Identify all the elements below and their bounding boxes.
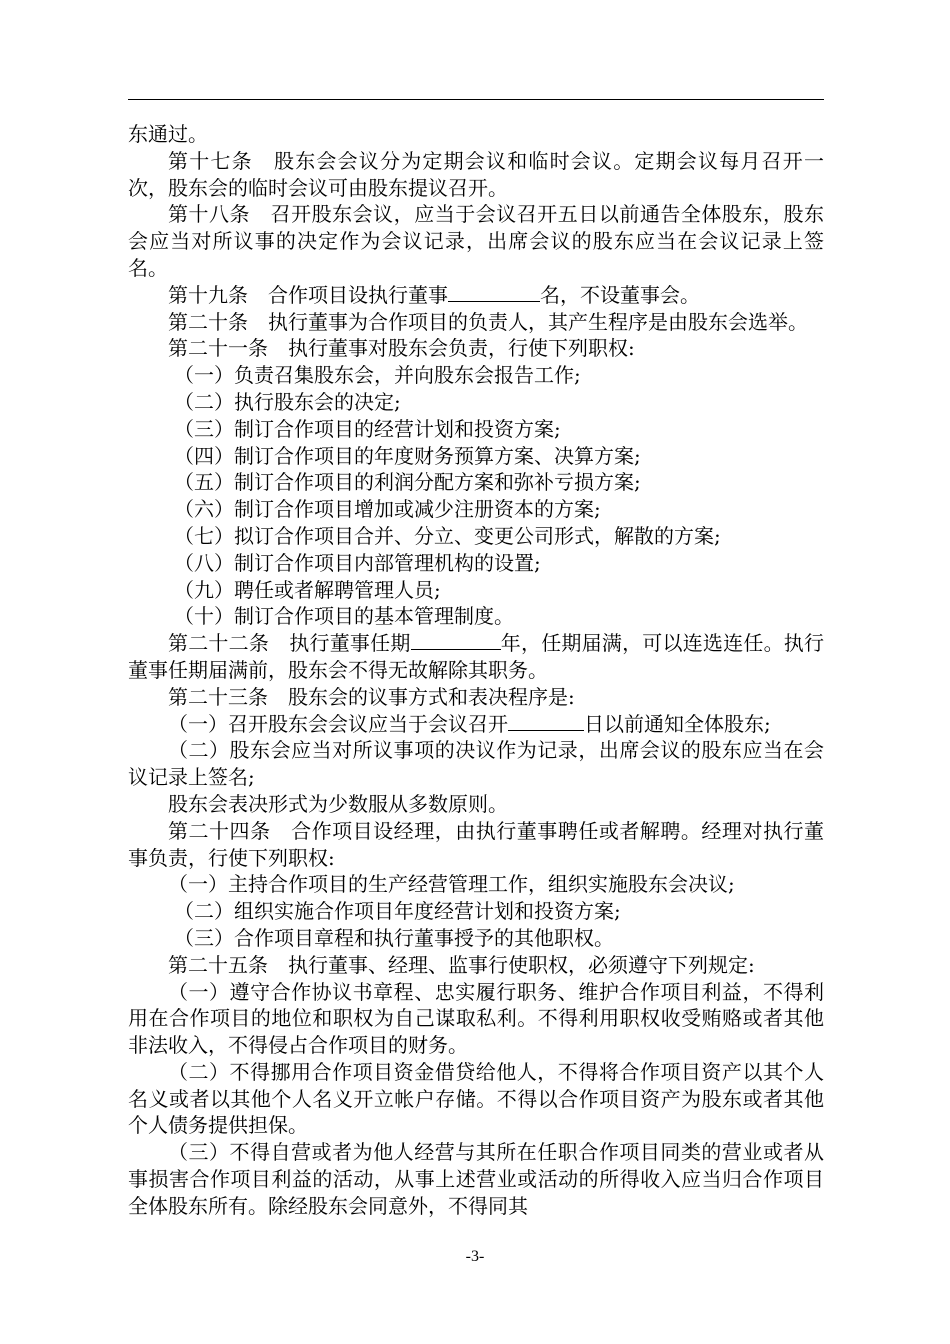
fill-blank-notice-days [508,712,584,731]
article-25: 第二十五条 执行董事、经理、监事行使职权，必须遵守下列规定: [168,952,755,977]
article-23-item-2: （二）股东会应当对所议事项的决议作为记录，出席会议的股东应当在会议记录上签名; [128,738,824,790]
article-22 [128,630,824,684]
article-24-item-1: （一）主持合作项目的生产经营管理工作，组织实施股东会决议; [168,872,735,897]
article-21: 第二十一条 执行董事对股东会负责，行使下列职权: [168,336,635,361]
page-number: -3- [465,1248,485,1265]
article-24-item-3: （三）合作项目章程和执行董事授予的其他职权。 [174,925,614,950]
article-23-item-1 [128,711,824,738]
article-21-item-9: （九）聘任或者解聘管理人员; [174,577,441,602]
article-21-item-8: （八）制订合作项目内部管理机构的设置; [174,550,541,575]
fill-blank-director-count [448,283,540,302]
article-23-item-1-after: 日以前通知全体股东; [584,711,771,736]
fill-blank-term-years [411,631,501,650]
article-21-item-6: （六）制订合作项目增加或减少注册资本的方案; [174,497,601,522]
article-23: 第二十三条 股东会的议事方式和表决程序是: [168,684,575,709]
article-25-item-2: （二）不得挪用合作项目资金借贷给他人，不得将合作项目资产以其个人名义或者以其他个人名义开立帐户存储。不得以合作项目资产为股东或者其他个人债务提供担保。 [128,1059,824,1138]
article-21-item-3: （三）制订合作项目的经营计划和投资方案; [174,416,561,441]
article-21-item-1: （一）负责召集股东会，并向股东会报告工作; [174,363,581,388]
article-19-text-before: 第十九条 合作项目设执行董事 [168,282,448,307]
article-20: 第二十条 执行董事为合作项目的负责人，其产生程序是由股东会选举。 [168,309,808,334]
article-21-item-4: （四）制订合作项目的年度财务预算方案、决算方案; [174,443,641,468]
article-17: 第十七条 股东会会议分为定期会议和临时会议。定期会议每月召开一次，股东会的临时会议可由股东提议召开。 [128,148,824,200]
article-23-item-1-before: （一）召开股东会会议应当于会议召开 [168,711,508,736]
article-18: 第十八条 召开股东会议，应当于会议召开五日以前通告全体股东，股东会应当对所议事的决定作为会议记录，出席会议的股东应当在会议记录上签名。 [128,202,824,280]
article-24-item-2: （二）组织实施合作项目年度经营计划和投资方案; [174,899,621,924]
header-rule [128,99,824,100]
article-25-item-1: （一）遵守合作协议书章程、忠实履行职务、维护合作项目利益，不得利用在合作项目的地位和职权为自己谋取私利。不得利用职权收受贿赂或者其他非法收入，不得侵占合作项目的财务。 [128,979,824,1058]
document-body [128,121,824,1220]
article-21-item-2: （二）执行股东会的决定; [174,389,401,414]
paragraph-continuation: 东通过。 [128,122,208,146]
article-21-item-5: （五）制订合作项目的利润分配方案和弥补亏损方案; [174,470,641,495]
voting-rule: 股东会表决形式为少数服从多数原则。 [168,791,508,816]
article-22-text-before: 第二十二条 执行董事任期 [168,631,411,656]
article-21-item-7: （七）拟订合作项目合并、分立、变更公司形式，解散的方案; [174,523,721,548]
article-25-item-3: （三）不得自营或者为他人经营与其所在任职合作项目同类的营业或者从事损害合作项目利益的活动，从事上述营业或活动的所得收入应当归合作项目全体股东所有。除经股东会同意外，不得同其 [128,1140,824,1218]
article-24: 第二十四条 合作项目设经理，由执行董事聘任或者解聘。经理对执行董事负责，行使下列职权: [128,818,824,870]
article-19-text-after: 名，不设董事会。 [540,282,700,307]
article-21-item-10: （十）制订合作项目的基本管理制度。 [174,604,514,629]
article-22-text-after: 年，任期届满，可以连选连任。执行董事任期届满前，股东会不得无故解除其职务。 [128,631,825,682]
article-19 [128,282,824,309]
